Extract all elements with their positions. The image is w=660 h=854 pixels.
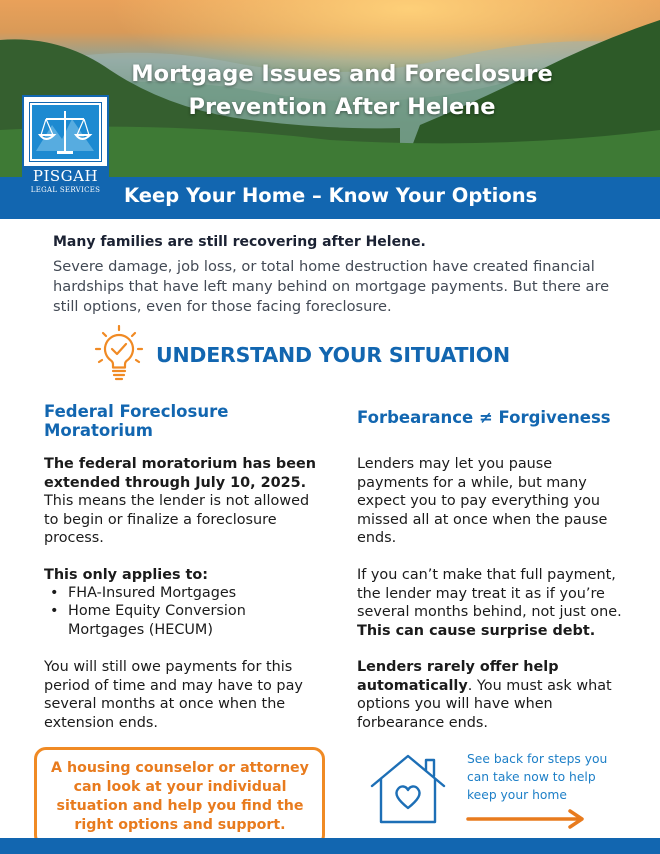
applies-list-item: • Home Equity Conversion Mortgages (HECUM) bbox=[50, 602, 310, 639]
scales-logo-icon bbox=[30, 103, 101, 161]
pisgah-logo bbox=[22, 95, 109, 203]
section-title: UNDERSTAND YOUR SITUATION bbox=[156, 343, 510, 367]
logo-name-text: PISGAH bbox=[32, 167, 99, 185]
footer-bar bbox=[0, 838, 660, 854]
surprise-debt-warning: This can cause surprise debt. bbox=[357, 622, 596, 639]
counselor-callout-text: A housing counselor or attorney can look at your individual situation and help you find the right options and support. bbox=[51, 760, 309, 833]
intro-lead: Many families are still recovering after Helene. bbox=[53, 234, 426, 250]
applies-label: This only applies to: bbox=[44, 567, 209, 583]
applies-list-item: • FHA-Insured Mortgages bbox=[50, 584, 310, 603]
logo-wordmark bbox=[24, 166, 107, 201]
applies-item-text: FHA-Insured Mortgages bbox=[68, 585, 237, 601]
moratorium-bold-statement: The federal moratorium has been extended through July 10, 2025. bbox=[44, 456, 316, 491]
forbearance-heading: Forbearance ≠ Forgiveness bbox=[357, 408, 611, 427]
band-subtitle: Keep Your Home – Know Your Options bbox=[124, 184, 538, 207]
moratorium-heading: Federal Foreclosure Moratorium bbox=[44, 402, 229, 440]
applies-item-text: Home Equity Conversion Mortgages (HECUM) bbox=[68, 603, 246, 638]
lightbulb-check-icon bbox=[93, 325, 145, 381]
forbearance-para-1: Lenders may let you pause payments for a while, but many expect you to pay everything you missed all at once when the pause ends. bbox=[357, 456, 608, 546]
house-heart-icon bbox=[368, 752, 448, 826]
moratorium-statement-rest: This means the lender is not allowed to begin or finalize a foreclosure process. bbox=[44, 493, 310, 546]
owe-text: You will still owe payments for this period of time and may have to pay several months at once when the extension ends. bbox=[44, 659, 303, 731]
page-title: Mortgage Issues and Foreclosure Prevention After Helene bbox=[131, 61, 553, 120]
arrow-right-icon bbox=[466, 808, 590, 830]
lenders-rarely-bold: Lenders rarely offer help automatically bbox=[357, 659, 559, 694]
forbearance-para-3 bbox=[357, 658, 629, 732]
forbearance-para-2 bbox=[357, 566, 629, 640]
lenders-rarely-rest: . You must ask what options you will have when forbearance ends. bbox=[357, 677, 612, 731]
moratorium-text bbox=[44, 455, 324, 548]
intro-body: Severe damage, job loss, or total home destruction have created financial hardships that have left many behind on mortgage payments. But there are still options, even for those facing foreclosure. bbox=[53, 258, 610, 315]
see-back-note: See back for steps you can take now to help keep your home bbox=[467, 752, 608, 802]
forbearance-para-2-text: If you can’t make that full payment, the lender may treat it as if you’re several months behind, not just one. bbox=[357, 567, 622, 620]
logo-subtitle-text: LEGAL SERVICES bbox=[30, 186, 101, 194]
